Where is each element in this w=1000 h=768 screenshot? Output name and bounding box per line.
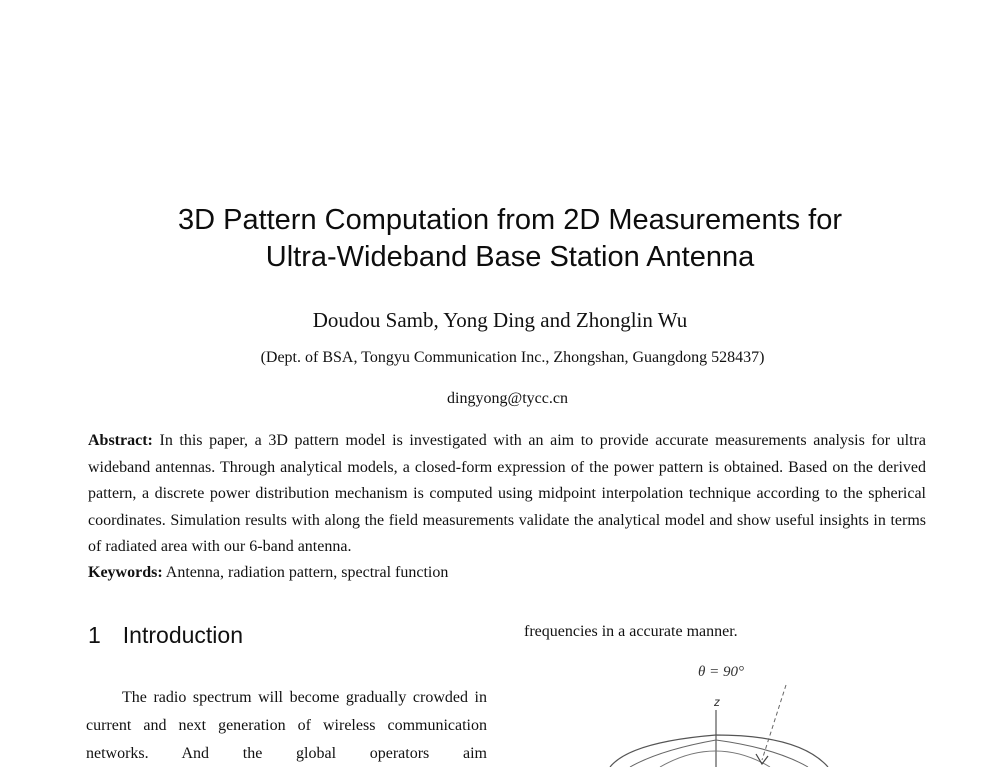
intro-text: The radio spectrum will become gradually crowded in current and next generation of wireless communication networks. And the global operators aim xyxy=(86,689,487,762)
right-column-text: frequencies in a accurate manner. xyxy=(524,623,738,640)
figure-axis-label: z xyxy=(714,695,720,709)
abstract-label: Abstract: xyxy=(88,432,153,449)
paper-title xyxy=(60,202,960,276)
section-title: Introduction xyxy=(122,622,243,648)
latitude-arc xyxy=(660,751,770,767)
direction-dashed-line xyxy=(762,685,786,760)
intro-paragraph xyxy=(86,684,487,768)
abstract-text: In this paper, a 3D pattern model is investigated with an aim to provide accurate measurements analysis for ultra wideband antennas. Through analytical models, a closed-form expression of the power pattern is obtained. Based on the derived pattern, a discrete power distribution mechanism is computed using midpoint interpolation technique according to the spherical coordinates. Simulation results with along the field measurements validate the analytical model and show useful insights in terms of radiated area with our 6-band antenna. xyxy=(88,432,927,555)
meridian-arc-left xyxy=(630,740,716,767)
email-address: dingyong@tycc.cn xyxy=(447,390,568,407)
authors: Doudou Samb, Yong Ding and Zhonglin Wu xyxy=(312,308,688,332)
figure-theta-label: θ = 90° xyxy=(698,664,744,680)
keywords-text: Antenna, radiation pattern, spectral function xyxy=(165,564,449,581)
section-heading xyxy=(88,622,243,649)
keywords-label: Keywords: xyxy=(88,564,163,581)
abstract xyxy=(88,428,926,561)
title-line-2: Ultra-Wideband Base Station Antenna xyxy=(265,241,755,273)
spherical-coordinate-figure xyxy=(590,680,840,767)
section-number: 1 xyxy=(88,622,101,648)
keywords xyxy=(88,564,448,582)
affiliation: (Dept. of BSA, Tongyu Communication Inc., Zhongshan, Guangdong 528437) xyxy=(260,349,765,366)
title-line-1: 3D Pattern Computation from 2D Measurements for xyxy=(177,204,843,236)
